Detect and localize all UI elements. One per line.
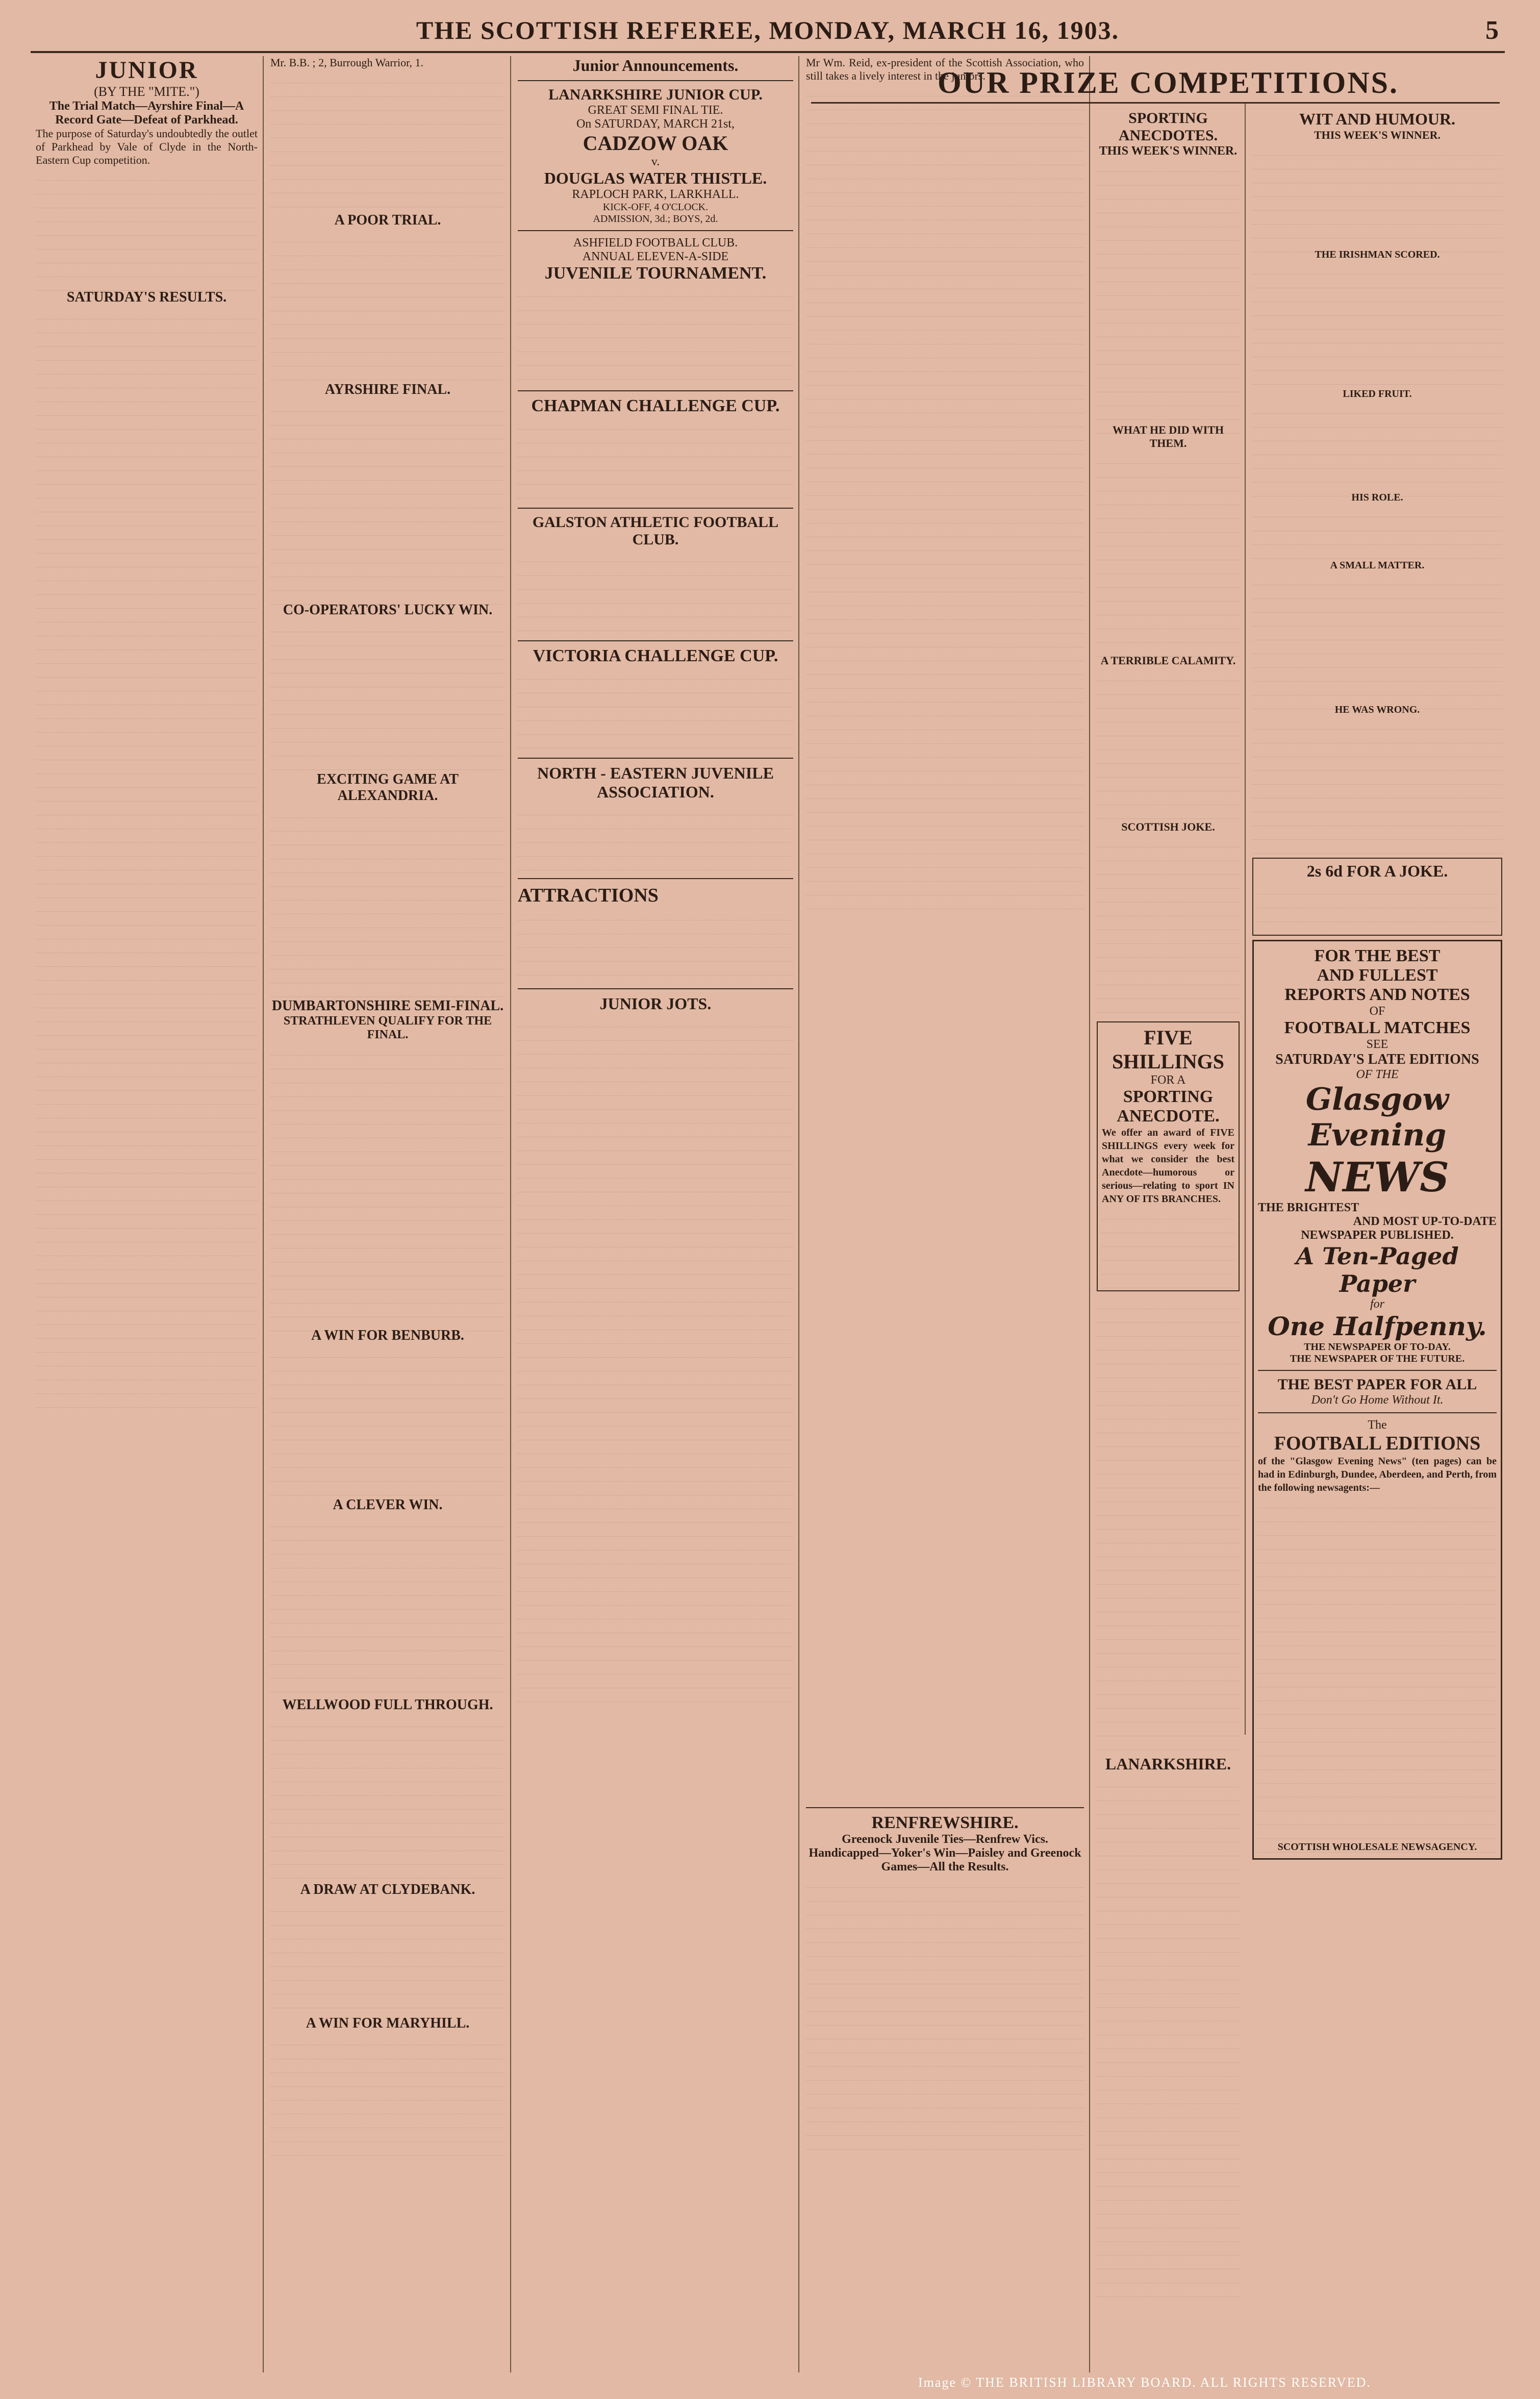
- wit-heading: WIT AND HUMOUR.: [1299, 110, 1456, 128]
- notice-text: [518, 416, 793, 503]
- notice-text: [518, 666, 793, 753]
- masthead: [31, 15, 1505, 51]
- ad-line: REPORTS AND NOTES: [1284, 985, 1470, 1004]
- galston-heading: GALSTON ATHLETIC FOOTBALL CLUB.: [532, 514, 779, 548]
- anecdote-text: [1097, 450, 1240, 654]
- report-heading: WELLWOOD FULL THROUGH.: [282, 1697, 493, 1713]
- article-text: [270, 1713, 505, 1882]
- ad-line: NEWSPAPER PUBLISHED.: [1301, 1229, 1454, 1242]
- anecdote-text: [1097, 158, 1240, 423]
- notice-text: [518, 907, 793, 983]
- article-text: [270, 1898, 505, 2015]
- cup-team-one: CADZOW OAK: [583, 132, 728, 155]
- divider: [518, 988, 793, 989]
- column-rule: [510, 56, 511, 2372]
- joke-heading: LIKED FRUIT.: [1343, 388, 1412, 399]
- jots-heading: JUNIOR JOTS.: [599, 994, 712, 1013]
- ad-line: FOOTBALL EDITIONS: [1274, 1433, 1481, 1454]
- article-text: [1097, 1773, 1240, 2284]
- section-heading: JUNIOR: [95, 57, 198, 84]
- report-heading: A DRAW AT CLYDEBANK.: [300, 1882, 475, 1897]
- ad-line: for: [1370, 1297, 1384, 1311]
- ad-line: One Halfpenny.: [1268, 1311, 1487, 1341]
- joke-offer-heading: 2s 6d FOR A JOKE.: [1306, 862, 1448, 880]
- sporting-anecdote-heading: SPORTING ANECDOTE.: [1117, 1087, 1220, 1126]
- ashfield-sub: ANNUAL ELEVEN-A-SIDE: [582, 250, 729, 263]
- column-wit-humour: [1252, 110, 1502, 2365]
- tournament-heading: JUVENILE TOURNAMENT.: [544, 264, 767, 283]
- cup-notice: [518, 86, 793, 225]
- lanarkshire-heading: LANARKSHIRE.: [1105, 1755, 1231, 1773]
- divider: [518, 878, 793, 879]
- divider: [806, 1807, 1084, 1808]
- divider: [518, 390, 793, 391]
- sporting-heading: SPORTING ANECDOTES.: [1118, 110, 1218, 144]
- report-heading: AYRSHIRE FINAL.: [324, 382, 451, 397]
- article-intro: Mr Wm. Reid, ex-president of the Scottish Association, who still takes a lively interest in the juniors.: [806, 56, 1084, 82]
- column-rule: [1089, 56, 1090, 2372]
- article-text: [270, 398, 505, 602]
- ad-line: FOR THE BEST: [1314, 946, 1441, 965]
- joke-text: [1252, 400, 1502, 492]
- column-rule: [1245, 102, 1246, 1735]
- article-text: [270, 1513, 505, 1697]
- column-announcements: [518, 56, 793, 2372]
- divider: [518, 230, 793, 231]
- joke-text: [1252, 261, 1502, 388]
- article-intro: The purpose of Saturday's undoubtedly the outlet of Parkhead by Vale of Clyde in the North-Eastern Cup competition.: [36, 127, 258, 166]
- column-junior: [36, 56, 258, 2372]
- report-heading: A CLEVER WIN.: [333, 1497, 443, 1513]
- ashfield-notice: [518, 236, 793, 385]
- cup-admission: ADMISSION, 3d.; BOYS, 2d.: [593, 213, 718, 224]
- prize-competitions-title: OUR PRIZE COMPETITIONS.: [937, 66, 1399, 99]
- five-shillings-heading: FIVE SHILLINGS: [1112, 1026, 1225, 1073]
- ad-line: THE NEWSPAPER OF TO-DAY.: [1304, 1341, 1451, 1353]
- victoria-heading: VICTORIA CHALLENGE CUP.: [533, 646, 778, 665]
- joke-heading: HIS ROLE.: [1351, 492, 1403, 503]
- divider: [518, 758, 793, 759]
- article-text: [270, 618, 505, 771]
- ad-line: AND MOST UP-TO-DATE: [1353, 1215, 1497, 1228]
- article-text: [270, 229, 505, 382]
- article-text: [806, 83, 1084, 1802]
- joke-text: [1252, 716, 1502, 854]
- joke-heading: THE IRISHMAN SCORED.: [1315, 249, 1440, 260]
- cup-heading: LANARKSHIRE JUNIOR CUP.: [548, 86, 763, 103]
- ad-line: THE BEST PAPER FOR ALL: [1277, 1376, 1477, 1393]
- notice-text: [518, 802, 793, 873]
- column-rule: [263, 56, 264, 2372]
- article-text: [1097, 1295, 1240, 1755]
- renfrew-subheading: Greenock Juvenile Ties—Renfrew Vics. Handicapped—Yoker's Win—Paisley and Greenock Games—All the Results.: [809, 1833, 1081, 1873]
- joke-offer-text: [1257, 881, 1497, 932]
- divider: [811, 102, 1500, 104]
- joke-text: [1252, 504, 1502, 560]
- notice-text: [518, 548, 793, 635]
- attractions-heading: ATTRACTIONS: [518, 885, 659, 906]
- ad-line: FOOTBALL MATCHES: [1284, 1018, 1471, 1037]
- offer-text: We offer an award of FIVE SHILLINGS every week for what we consider the best Anecdote—humorous or serious—relating to sport IN ANY OF ITS BRANCHES.: [1102, 1127, 1234, 1205]
- ad-agents-intro: of the "Glasgow Evening News" (ten pages) can be had in Edinburgh, Dundee, Aberdeen, and Perth, from the following newsagents:—: [1258, 1456, 1497, 1493]
- cup-versus: v.: [651, 155, 660, 168]
- cup-venue: RAPLOCH PARK, LARKHALL.: [572, 188, 739, 201]
- five-shillings-box: [1097, 1021, 1240, 1291]
- north-eastern-heading: NORTH - EASTERN JUVENILE ASSOCIATION.: [537, 764, 774, 801]
- divider: [1258, 1412, 1497, 1413]
- byline: (BY THE "MITE."): [94, 84, 199, 99]
- anecdote-heading: A TERRIBLE CALAMITY.: [1100, 654, 1236, 667]
- sub-heading: The Trial Match—Ayrshire Final—A Record Gate—Defeat of Parkhead.: [49, 99, 244, 127]
- copyright-footer: Image © THE BRITISH LIBRARY BOARD. ALL RIGHTS RESERVED.: [918, 2375, 1371, 2390]
- ad-line: THE BRIGHTEST: [1258, 1201, 1359, 1214]
- cup-kickoff: KICK-OFF, 4 O'CLOCK.: [602, 202, 709, 213]
- anecdote-heading: WHAT HE DID WITH THEM.: [1112, 423, 1224, 449]
- wit-winner-heading: THIS WEEK'S WINNER.: [1314, 129, 1441, 141]
- column-junior-reports: [270, 56, 505, 2372]
- ashfield-heading: ASHFIELD FOOTBALL CLUB.: [573, 236, 738, 249]
- results-list: [36, 306, 258, 2295]
- renfrew-heading: RENFREWSHIRE.: [871, 1813, 1019, 1832]
- winner-heading: THIS WEEK'S WINNER.: [1099, 144, 1238, 158]
- joke-text: [1252, 142, 1502, 249]
- report-subheading: STRATHLEVEN QUALIFY FOR THE FINAL.: [283, 1014, 492, 1041]
- report-heading: CO-OPERATORS' LUCKY WIN.: [283, 602, 493, 618]
- ad-line: The: [1368, 1418, 1387, 1432]
- ad-line: OF: [1369, 1005, 1385, 1018]
- ad-line: SEE: [1366, 1038, 1388, 1051]
- list-item: Mr. B.B. ; 2, Burrough Warrior, 1.: [270, 56, 424, 69]
- report-heading: A WIN FOR MARYHILL.: [306, 2015, 470, 2031]
- article-text: [270, 1042, 505, 1328]
- ad-line: OF THE: [1356, 1068, 1399, 1081]
- cup-team-two: DOUGLAS WATER THISTLE.: [544, 169, 767, 187]
- report-heading: EXCITING GAME AT ALEXANDRIA.: [317, 771, 459, 804]
- cup-semi: GREAT SEMI FINAL TIE.: [588, 104, 723, 117]
- notice-text: [518, 283, 793, 385]
- article-text: [36, 167, 258, 289]
- divider: [518, 640, 793, 641]
- ad-line: A Ten-Paged Paper: [1296, 1242, 1459, 1297]
- article-text: [270, 804, 505, 998]
- chapman-heading: CHAPMAN CHALLENGE CUP.: [531, 396, 780, 415]
- results-heading: SATURDAY'S RESULTS.: [66, 289, 227, 305]
- announcements-heading: Junior Announcements.: [572, 56, 739, 74]
- ad-masthead-glasgow: Glasgow Evening: [1305, 1082, 1449, 1153]
- divider: [518, 508, 793, 509]
- anecdote-heading: SCOTTISH JOKE.: [1121, 820, 1215, 833]
- column-sporting-anecdotes: [1097, 110, 1240, 2365]
- anecdote-text: [1097, 834, 1240, 1017]
- report-heading: A POOR TRIAL.: [334, 212, 441, 228]
- masthead-title: THE SCOTTISH REFEREE, MONDAY, MARCH 16, 1903.: [416, 16, 1120, 44]
- divider: [518, 80, 793, 81]
- article-text: [270, 69, 505, 212]
- ad-line: SATURDAY'S LATE EDITIONS: [1275, 1052, 1479, 1067]
- joke-heading: A SMALL MATTER.: [1330, 560, 1425, 571]
- joke-offer-box: [1252, 858, 1502, 936]
- article-text: [270, 1344, 505, 1497]
- article-text: [270, 2032, 505, 2164]
- anecdote-text: [1097, 667, 1240, 820]
- jots-text: [518, 1013, 793, 2365]
- divider: [1258, 1370, 1497, 1371]
- glasgow-evening-news-ad: [1252, 940, 1502, 1860]
- joke-text: [1252, 571, 1502, 704]
- masthead-rule: [31, 51, 1505, 53]
- ad-line: AND FULLEST: [1317, 966, 1438, 985]
- ad-last-line: SCOTTISH WHOLESALE NEWSAGENCY.: [1277, 1841, 1477, 1853]
- five-shillings-for: FOR A: [1150, 1073, 1186, 1087]
- ad-masthead-news: NEWS: [1305, 1153, 1449, 1201]
- column-commentary: [806, 56, 1084, 2372]
- agents-list: [1258, 1494, 1497, 1841]
- offer-details: [1102, 1206, 1234, 1287]
- cup-date: On SATURDAY, MARCH 21st,: [576, 117, 735, 131]
- report-heading: A WIN FOR BENBURB.: [311, 1328, 464, 1343]
- ad-line: THE NEWSPAPER OF THE FUTURE.: [1290, 1353, 1465, 1364]
- joke-heading: HE WAS WRONG.: [1334, 704, 1420, 715]
- report-heading: DUMBARTONSHIRE SEMI-FINAL.: [271, 998, 504, 1014]
- column-rule: [798, 56, 799, 2372]
- article-text: [806, 1874, 1084, 2282]
- ad-line: Don't Go Home Without It.: [1311, 1393, 1444, 1407]
- page-number: 5: [1485, 16, 1500, 45]
